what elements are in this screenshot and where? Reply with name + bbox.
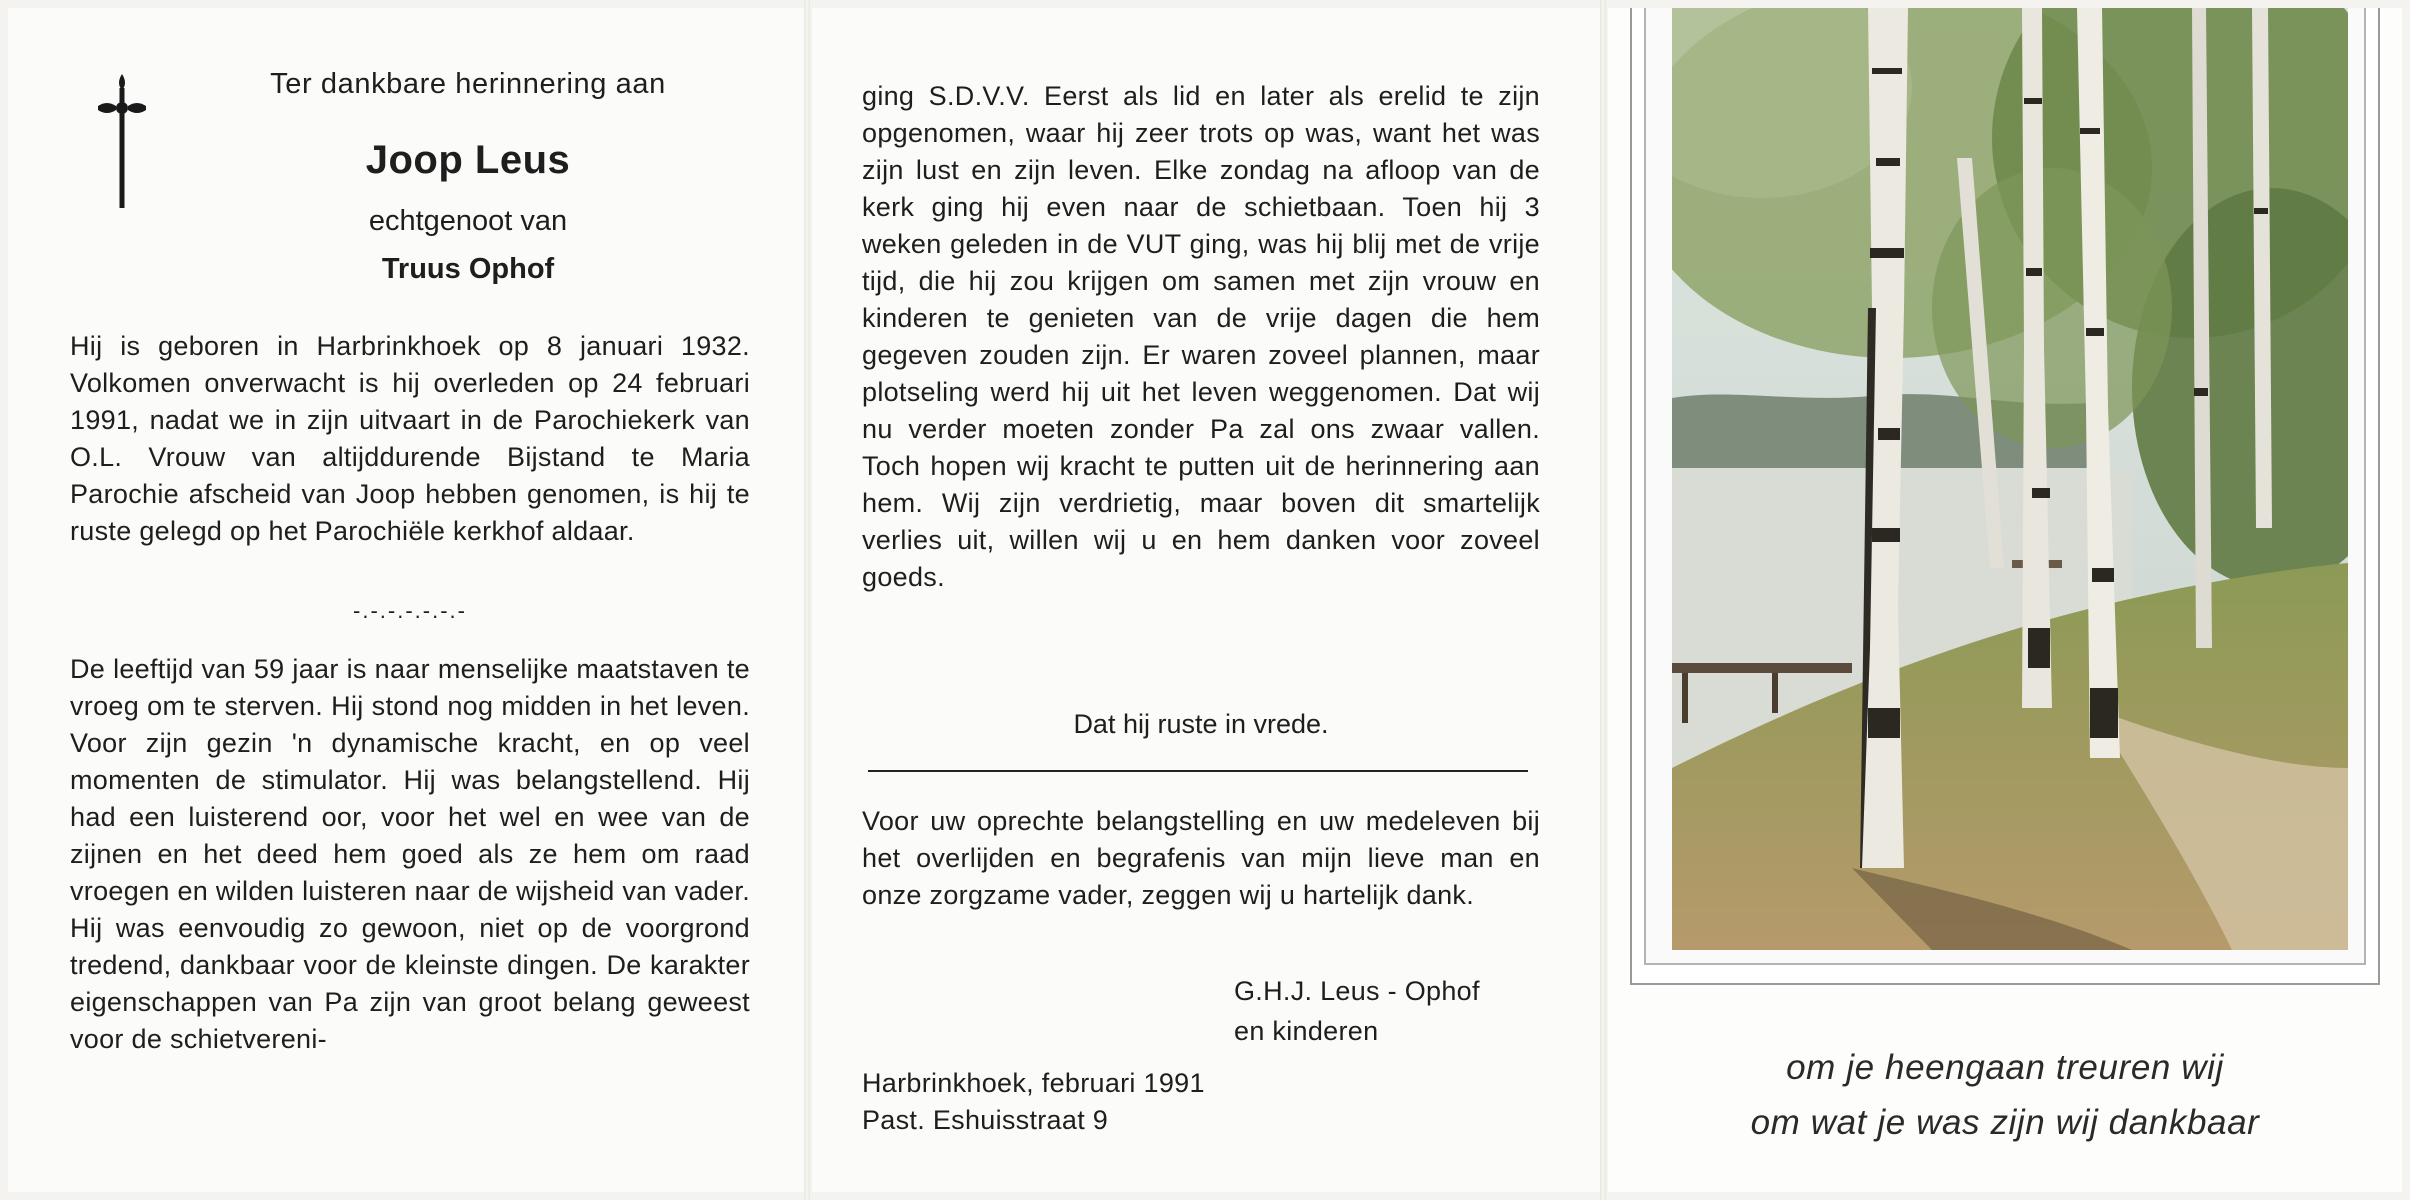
address: Past. Eshuisstraat 9: [862, 1105, 1109, 1135]
verse-line-1: om je heengaan treuren wij: [1786, 1048, 2224, 1087]
intro-text: Ter dankbare herinnering aan: [270, 68, 666, 100]
thanks-paragraph: Voor uw oprechte belangstelling en uw medeleven bij het overlijden en begrafenis van mijn lieve man en onze zorgzame vader, zeggen wij u hartelijk dank.: [862, 806, 1540, 910]
middle-panel: [812, 8, 1600, 1192]
biography-paragraph: Hij is geboren in Harbrinkhoek op 8 januari 1932. Volkomen onverwacht is hij overleden op 24 februari 1991, nadat we in zijn uitvaart in de Parochiekerk van O.L. Vrouw van altijddurende Bijstand te Maria Parochie afscheid van Joop hebben genomen, is hij te ruste gelegd op het Parochiële kerkhof aldaar.: [70, 331, 750, 546]
closing-line: Dat hij ruste in vrede.: [1073, 709, 1329, 739]
divider: -.-.-.-.-.-.-: [353, 598, 467, 623]
tribute-paragraph: De leeftijd van 59 jaar is naar menselijke maatstaven te vroeg om te sterven. Hij stond nog midden in het leven. Voor zijn gezin 'n dynamische kracht, en op veel momenten de stimulator. Hij was belangstellend. Hij had een luisterend oor, voor het wel en wee van de zijnen en het deed hem goed als ze hem om raad vroegen en wilden luisteren naar de wijsheid van vader. Hij was eenvoudig zo gewoon, niet op de voorgrond tredend, dankbaar voor de kleinste dingen. De karakter eigenschappen van Pa zijn van groot belang geweest voor de schietvereni-: [70, 654, 750, 1054]
left-panel: [8, 8, 804, 1192]
signature-family: en kinderen: [1234, 1016, 1379, 1046]
birch-lake-photo: [1672, 8, 2348, 950]
spouse-label: echtgenoot van: [368, 205, 568, 237]
place-date: Harbrinkhoek, februari 1991: [862, 1068, 1205, 1098]
spouse-name: Truus Ophof: [381, 253, 555, 285]
verse-line-2: om wat je was zijn wij dankbaar: [1750, 1103, 2260, 1142]
deceased-name: Joop Leus: [365, 138, 571, 182]
tribute-continued-paragraph: ging S.D.V.V. Eerst als lid en later als erelid te zijn opgenomen, waar hij zeer trots op was, want het was zijn lust en zijn leven. Elke zondag na afloop van de kerk ging hij even naar de schietbaan. Toen hij 3 weken geleden in de VUT ging, was hij blij met de vrije tijd, die hij zou krijgen om samen met zijn vrouw en kinderen te genieten van de vrije dagen die hem gegeven zouden zijn. Er waren zoveel plannen, maar plotseling werd hij uit het leven weggenomen. Dat wij nu verder moeten zonder Pa zal ons zwaar vallen. Toch hopen wij kracht te putten uit de herinnering aan hem. Wij zijn verdrietig, maar boven dit smartelijk verlies uit, willen wij u en hem danken voor zoveel goeds.: [862, 81, 1540, 592]
cross-icon: [94, 70, 150, 210]
fold-line: [1600, 0, 1606, 1200]
fold-line: [804, 0, 810, 1200]
horizontal-rule: [868, 770, 1528, 772]
signature-name: G.H.J. Leus - Ophof: [1234, 976, 1480, 1006]
right-panel: [1608, 8, 2402, 1192]
